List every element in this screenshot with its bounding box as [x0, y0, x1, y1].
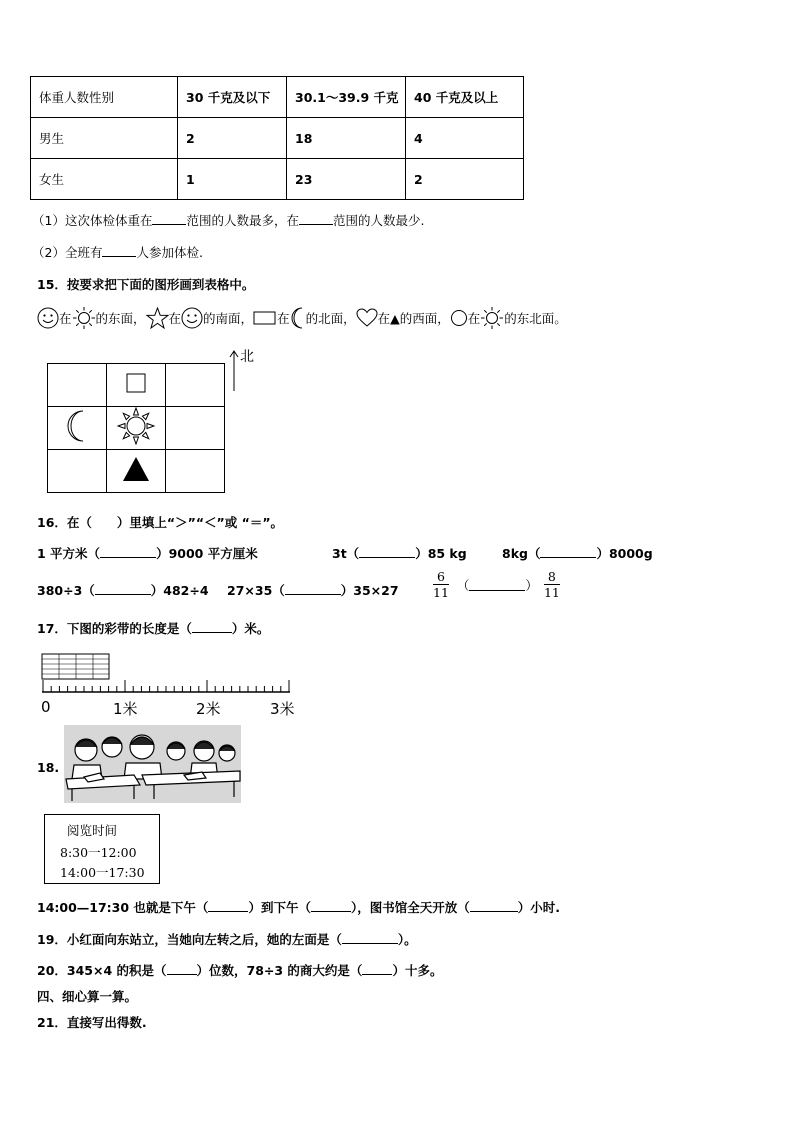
q21-title: 21．直接写出得数. — [37, 1015, 147, 1030]
smiley-icon — [37, 307, 59, 329]
ruler-label: 0 — [41, 698, 51, 716]
table-header-cell: 40 千克及以上 — [406, 77, 524, 118]
q20-text: ）十多。 — [392, 963, 443, 978]
grid-cell[interactable] — [107, 407, 166, 450]
sun-icon — [117, 407, 155, 445]
opening-hours-line: 14:00一17:30 — [60, 865, 145, 880]
q15-text: 在 — [168, 311, 182, 326]
q16-text: ）9000 平方厘米 — [156, 546, 258, 561]
q16-text: ）8000g — [596, 546, 653, 561]
q17-title — [37, 619, 269, 637]
q16-item — [37, 581, 209, 599]
q15-title: 15．按要求把下面的图形画到表格中。 — [37, 277, 255, 292]
answer-blank[interactable] — [102, 244, 136, 257]
fraction-denominator: 11 — [433, 585, 449, 600]
heart-icon — [356, 308, 378, 328]
north-label: 北 — [240, 349, 254, 365]
q19-question — [37, 930, 417, 948]
q16-text: 1 平方米（ — [37, 546, 101, 561]
reading-room-illustration — [64, 725, 241, 803]
q16-title: 16．在（ ）里填上“＞”“＜”或 “＝”。 — [37, 515, 284, 530]
table-header-cell: 30 千克及以下 — [178, 77, 287, 118]
table-cell: 1 — [178, 159, 287, 200]
answer-blank[interactable] — [95, 582, 151, 595]
moon-icon — [64, 409, 90, 443]
q14-text: 范围的人数最少. — [332, 213, 425, 228]
q16-item — [332, 544, 467, 562]
fraction-numerator: 8 — [544, 569, 560, 585]
q16-text: ）85 kg — [415, 546, 467, 561]
q16-item — [502, 544, 653, 562]
section-heading: 四、细心算一算。 — [37, 989, 138, 1004]
answer-blank[interactable] — [470, 899, 518, 912]
star-icon — [146, 307, 169, 329]
q18-text: ），图书馆全天开放（ — [350, 900, 470, 915]
fraction-denominator: 11 — [543, 585, 560, 600]
q16-text: 8kg（ — [502, 546, 541, 561]
grid-cell[interactable] — [48, 407, 107, 450]
q16-item — [37, 544, 258, 562]
answer-blank[interactable] — [359, 545, 415, 558]
opening-hours-title: 阅览时间 — [67, 823, 118, 838]
grid-cell[interactable] — [166, 407, 225, 450]
table-row — [31, 159, 524, 200]
q14-text: （1）这次体检体重在 — [32, 213, 153, 228]
grid-cell[interactable] — [107, 450, 166, 493]
answer-blank[interactable] — [469, 578, 525, 591]
q15-text: 在 — [467, 311, 481, 326]
table-cell: 女生 — [31, 159, 178, 200]
q16-text: 380÷3（ — [37, 583, 95, 598]
table-header-row — [31, 77, 524, 118]
grid-cell[interactable] — [48, 450, 107, 493]
q16-text: ）482÷4 — [150, 583, 209, 598]
q16-text: ） — [525, 577, 538, 593]
fraction-numerator: 6 — [433, 569, 449, 585]
answer-blank[interactable] — [167, 962, 197, 975]
table-header-cell: 体重人数性别 — [31, 77, 178, 118]
rectangle-icon — [253, 310, 277, 326]
table-cell: 4 — [406, 118, 524, 159]
opening-hours-box — [44, 814, 160, 884]
q15-text: 的东北面。 — [504, 311, 567, 326]
q17-text: ）米。 — [231, 621, 270, 636]
q14-text: 范围的人数最多，在 — [186, 213, 299, 228]
answer-blank[interactable] — [208, 899, 248, 912]
answer-blank[interactable] — [152, 212, 186, 225]
q20-question — [37, 961, 442, 979]
table-cell: 男生 — [31, 118, 178, 159]
answer-blank[interactable] — [342, 931, 398, 944]
q16-text: 3t（ — [332, 546, 360, 561]
q16-text: ）35×27 — [340, 583, 399, 598]
sun-icon — [480, 306, 504, 330]
moon-icon — [290, 306, 306, 330]
answer-blank[interactable] — [299, 212, 333, 225]
q18-text: ）小时. — [517, 900, 560, 915]
table-cell: 23 — [287, 159, 406, 200]
q15-instructions — [37, 306, 567, 330]
ruler-label: 3米 — [270, 700, 295, 718]
q14-line2 — [32, 243, 203, 261]
smiley-icon — [181, 307, 203, 329]
q18-text: 14:00—17:30 也就是下午（ — [37, 900, 209, 915]
north-arrow-icon — [228, 348, 240, 392]
q16-text: （ — [456, 577, 470, 593]
answer-blank[interactable] — [192, 620, 232, 633]
table-cell: 2 — [406, 159, 524, 200]
grid-cell[interactable] — [107, 364, 166, 407]
answer-blank[interactable] — [540, 545, 596, 558]
q14-text: 人参加体检. — [136, 245, 203, 260]
q19-text: ）。 — [397, 932, 417, 947]
answer-blank[interactable] — [285, 582, 341, 595]
circle-icon — [450, 309, 468, 327]
q15-text: 的北面， — [305, 311, 356, 326]
table-cell: 2 — [178, 118, 287, 159]
sun-icon — [72, 306, 96, 330]
q15-text: 的南面， — [203, 311, 254, 326]
q14-line1 — [32, 211, 424, 229]
square-icon — [125, 372, 147, 394]
weight-table — [30, 76, 524, 200]
table-row — [31, 118, 524, 159]
q15-text: 在 — [59, 311, 72, 326]
q18-number: 18. — [37, 760, 60, 775]
table-header-cell: 30.1～39.9 千克 — [287, 77, 406, 118]
ribbon-illustration — [41, 653, 111, 681]
triangle-icon — [122, 456, 150, 482]
q18-text: ）到下午（ — [248, 900, 311, 915]
q16-text: 27×35（ — [227, 583, 285, 598]
q16-item — [227, 581, 399, 599]
position-grid — [47, 363, 225, 493]
q20-text: ）位数，78÷3 的商大约是（ — [196, 963, 363, 978]
q15-text: 的东面， — [95, 311, 146, 326]
table-cell: 18 — [287, 118, 406, 159]
q19-text: 19．小红面向东站立，当她向左转之后，她的左面是（ — [37, 932, 342, 947]
answer-blank[interactable] — [100, 545, 156, 558]
ruler-label: 1米 — [113, 700, 138, 718]
q18-question — [37, 898, 560, 916]
grid-cell[interactable] — [166, 364, 225, 407]
fraction-left — [433, 569, 449, 600]
grid-cell[interactable] — [166, 450, 225, 493]
q15-text: 在 — [277, 311, 290, 326]
q14-text: （2）全班有 — [32, 245, 103, 260]
answer-blank[interactable] — [311, 899, 351, 912]
q16-fraction-item — [433, 569, 560, 600]
answer-blank[interactable] — [362, 962, 392, 975]
fraction-right — [544, 569, 560, 600]
grid-cell[interactable] — [48, 364, 107, 407]
q15-text: 在▲的西面， — [377, 311, 450, 326]
ruler — [38, 678, 300, 696]
q20-text: 20．345×4 的积是（ — [37, 963, 167, 978]
ruler-label: 2米 — [196, 700, 221, 718]
q17-text: 17．下图的彩带的长度是（ — [37, 621, 192, 636]
opening-hours-line: 8:30一12:00 — [60, 845, 137, 860]
